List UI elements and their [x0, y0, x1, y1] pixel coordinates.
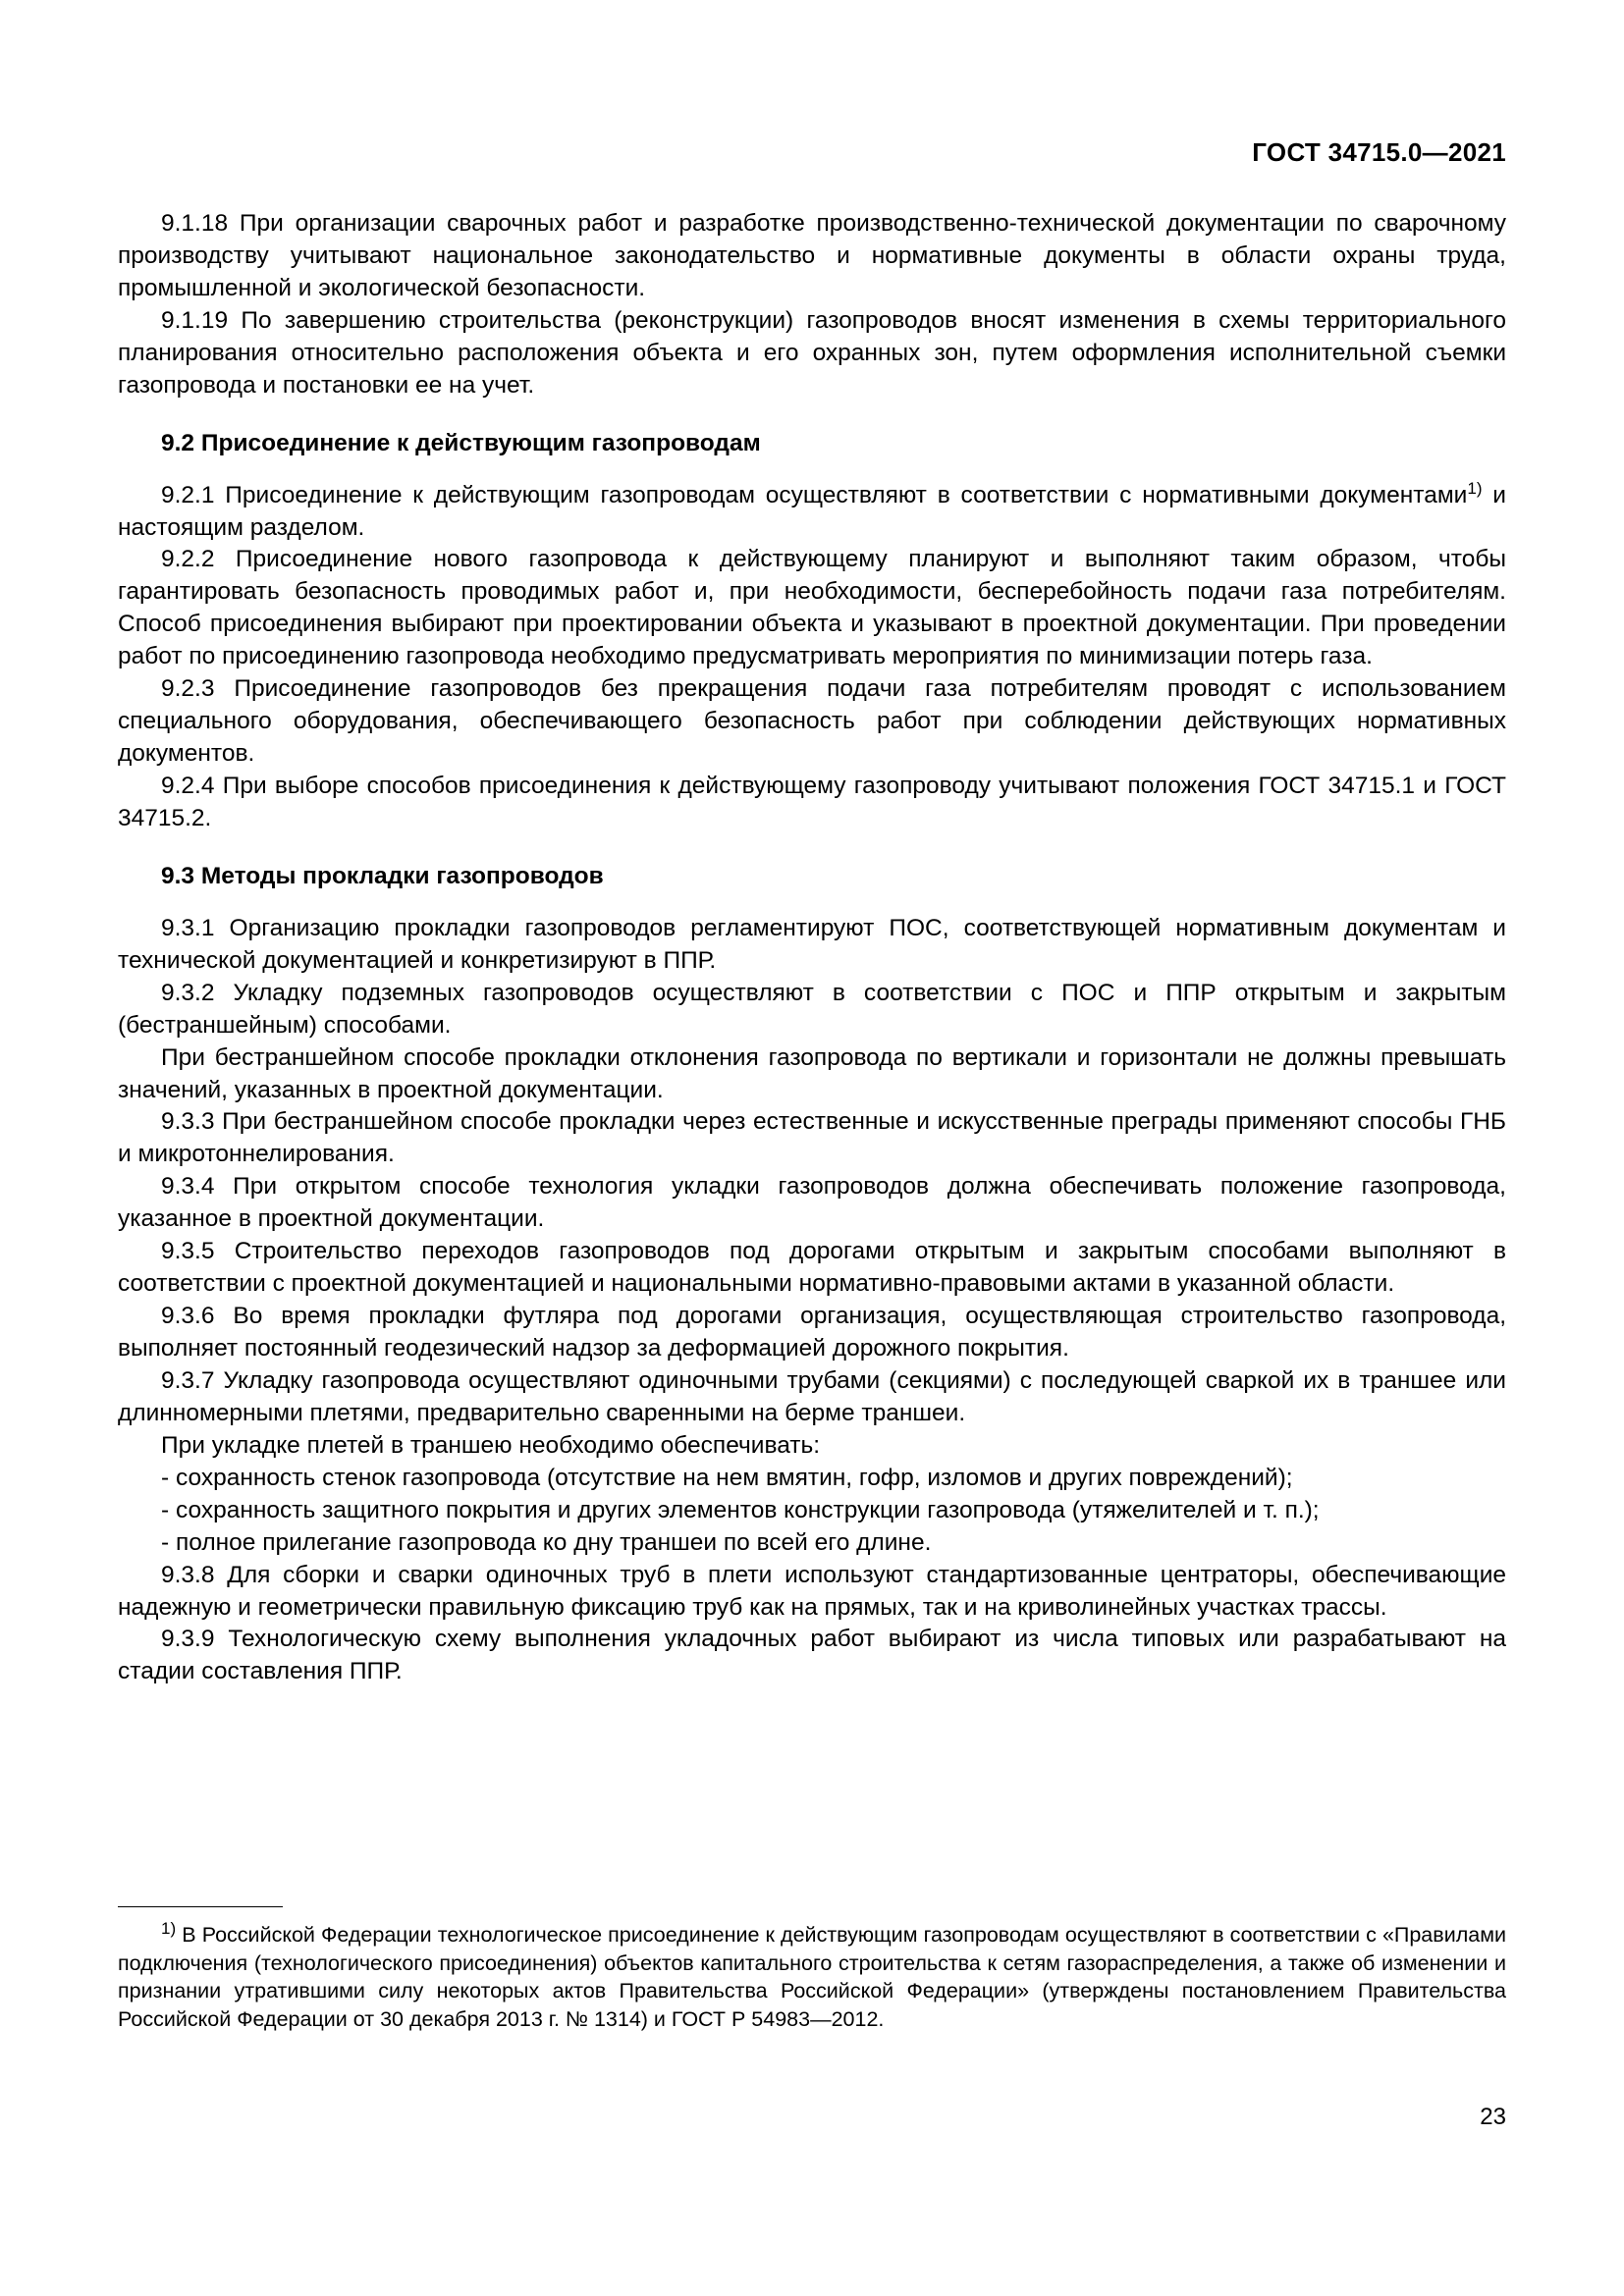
paragraph-9-3-2: 9.3.2 Укладку подземных газопроводов осуществляют в соответствии с ПОС и ППР открытым и закрытым (бестраншейным) способами.	[118, 979, 1506, 1039]
footnote-divider	[118, 1906, 283, 1907]
paragraph-9-2-4: 9.2.4 При выборе способов присоединения к действующему газопроводу учитывают положения ГОСТ 34715.1 и ГОСТ 34715.2.	[118, 773, 1506, 831]
page-header-standard-id: ГОСТ 34715.0—2021	[1252, 137, 1506, 167]
paragraph-9-3-9: 9.3.9 Технологическую схему выполнения укладочных работ выбирают из числа типовых или разрабатывают на стадии составления ППР.	[118, 1626, 1506, 1685]
list-item-pipe-wall-integrity: - сохранность стенок газопровода (отсутствие на нем вмятин, гофр, изломов и других повреждений);	[161, 1464, 1293, 1491]
page-number: 23	[1480, 2104, 1506, 2130]
footnote-reference-marker: 1)	[1467, 478, 1483, 498]
paragraph-9-3-7-lead: При укладке плетей в траншею необходимо обеспечивать:	[161, 1431, 821, 1459]
paragraph-9-1-18: 9.1.18 При организации сварочных работ и разработке производственно-технической документации по сварочному производству учитывают национальное законодательство и нормативные документы в области охраны труда, промышленной и экологической безопасности.	[118, 210, 1506, 301]
section-heading-9-3: 9.3 Методы прокладки газопроводов	[161, 862, 604, 889]
paragraph-9-3-7: 9.3.7 Укладку газопровода осуществляют одиночными трубами (секциями) с последующей сваркой их в траншее или длинномерными плетями, предварительно сваренными на берме траншеи.	[118, 1366, 1506, 1426]
paragraph-9-1-19: 9.1.19 По завершению строительства (реконструкции) газопроводов вносят изменения в схемы территориального планирования относительно расположения объекта и его охранных зон, путем оформления исполнительной съемки газопровода и постановки ее на учет.	[118, 306, 1506, 399]
footnote-marker: 1)	[161, 1918, 177, 1938]
paragraph-9-2-1-text-after: и настоящим разделом.	[118, 481, 1506, 541]
section-heading-9-2: 9.2 Присоединение к действующим газопроводам	[161, 429, 761, 456]
paragraph-9-2-3: 9.2.3 Присоединение газопроводов без прекращения подачи газа потребителям проводят с использованием специального оборудования, обеспечивающего безопасность работ при соблюдении действующих нормативных документов.	[118, 675, 1506, 768]
paragraph-9-2-1-text-before: 9.2.1 Присоединение к действующим газопроводам осуществляют в соответствии с нормативными документами	[161, 481, 1468, 508]
paragraph-9-3-5: 9.3.5 Строительство переходов газопроводов под дорогами открытым и закрытым способами выполняют в соответствии с проектной документацией и национальными нормативно-правовыми актами в указанной области.	[118, 1238, 1506, 1298]
paragraph-9-3-4: 9.3.4 При открытом способе технология укладки газопроводов должна обеспечивать положение газопровода, указанное в проектной документации.	[118, 1173, 1506, 1233]
paragraph-9-2-2: 9.2.2 Присоединение нового газопровода к действующему планируют и выполняют таким образом, чтобы гарантировать безопасность проводимых работ и, при необходимости, бесперебойность подачи газа потребителям. Способ присоединения выбирают при проектировании объекта и указывают в проектной документации. При проведении работ по присоединению газопровода необходимо предусматривать мероприятия по минимизации потерь газа.	[118, 546, 1506, 670]
list-item-protective-coating: - сохранность защитного покрытия и других элементов конструкции газопровода (утяжелителей и т. п.);	[161, 1496, 1320, 1523]
paragraph-9-2-1	[118, 480, 1506, 545]
list-item-full-contact: - полное прилегание газопровода ко дну траншеи по всей его длине.	[161, 1528, 932, 1556]
footnote-body: В Российской Федерации технологическое присоединение к действующим газопроводам осуществляют в соответствии с «Правилами подключения (технологического присоединения) объектов капитального строительства к сетям газораспределения, а также об изменении и признании утратившими силу некоторых актов Правительства Российской Федерации» (утверждены постановлением Правительства Российской Федерации от 30 декабря 2013 г. № 1314) и ГОСТ Р 54983—2012.	[118, 1923, 1506, 2031]
paragraph-9-3-3: 9.3.3 При бестраншейном способе прокладки через естественные и искусственные преграды применяют способы ГНБ и микротоннелирования.	[118, 1108, 1506, 1168]
paragraph-9-3-2-note: При бестраншейном способе прокладки отклонения газопровода по вертикали и горизонтали не должны превышать значений, указанных в проектной документации.	[118, 1043, 1506, 1103]
document-body	[118, 208, 1506, 1688]
paragraph-9-3-6: 9.3.6 Во время прокладки футляра под дорогами организация, осуществляющая строительство газопровода, выполняет постоянный геодезический надзор за деформацией дорожного покрытия.	[118, 1303, 1506, 1362]
footnote-text	[118, 1918, 1506, 2033]
footnote-block	[118, 1906, 1506, 2033]
paragraph-9-3-8: 9.3.8 Для сборки и сварки одиночных труб в плети используют стандартизованные центраторы, обеспечивающие надежную и геометрически правильную фиксацию труб как на прямых, так и на криволинейных участках трассы.	[118, 1561, 1506, 1621]
paragraph-9-3-1: 9.3.1 Организацию прокладки газопроводов регламентируют ПОС, соответствующей нормативным документам и технической документацией и конкретизируют в ППР.	[118, 914, 1506, 974]
